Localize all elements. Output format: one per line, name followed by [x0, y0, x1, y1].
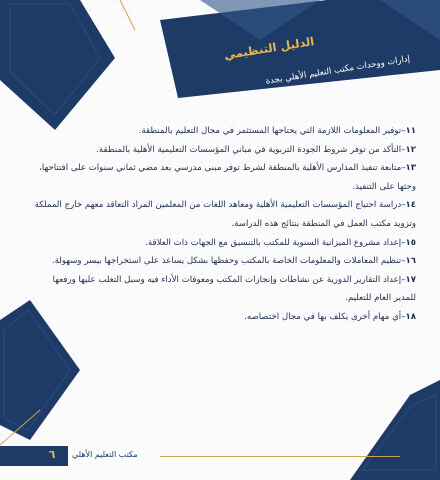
page-number: ٦ [48, 448, 56, 461]
item-number: ١٤ [405, 200, 416, 211]
item-text: –توفير المعلومات اللازمة التي يحتاجها المستثمر في مجال التعليم بالمنطقة. [138, 126, 406, 136]
item-number: ١١ [405, 126, 416, 136]
item-number: ١٣ [405, 163, 416, 174]
item-text: –تنظيم المعاملات والمعلومات الخاصة بالمكتب وحفظها بشكل يساعد على استخراجها بيسر وسهولة. [51, 256, 406, 267]
item-text: –إعداد التقارير الدورية عن نشاطات وإنجازات المكتب ومعوقات الأداء فيه وسبل التغلب عليها ورفعها للمدير العام للتعليم. [52, 274, 416, 304]
list-item [32, 159, 416, 196]
list-item [32, 308, 416, 327]
item-number: ١٥ [405, 237, 416, 248]
list-item [32, 141, 416, 160]
item-text: –التأكد من توفر شروط الجودة التربوية في مباني المؤسسات التعليمية الأهلية بالمنطقة. [96, 144, 406, 155]
footer-divider [160, 456, 400, 457]
page-footer [0, 446, 440, 466]
item-number: ١٨ [405, 311, 416, 322]
tasks-list [32, 122, 416, 327]
header-title: الدليل التنظيمي [222, 34, 316, 63]
item-number: ١٧ [405, 274, 416, 285]
footer-label: مكتب التعليم الأهلي [72, 450, 138, 459]
item-text: –إعداد مشروع الميزانية السنوية للمكتب بالتنسيق مع الجهات ذات العلاقة. [145, 237, 406, 248]
item-text: –متابعة تنفيذ المدارس الأهلية بالمنطقة لشرط توفر مبنى مدرسي بعد مضي ثماني سنوات على افتتاحها، وحثها على التنفيذ. [39, 163, 416, 192]
page-header [222, 14, 422, 86]
list-item [32, 234, 416, 253]
list-item [32, 252, 416, 271]
item-text: –دراسة احتياج المؤسسات التعليمية الأهلية ومعاهد اللغات من المعلمين المراد التعاقد معهم خارج المملكة وتزويد مكتب العمل في المنطقة بنتائج هذه الدراسة. [34, 200, 416, 229]
header-subtitle: إدارات ووحدات مكتب التعليم الأهلي بجدة [265, 54, 411, 87]
list-item [32, 196, 416, 233]
item-text: –أي مهام أخرى يكلف بها في مجال اختصاصه. [244, 311, 406, 322]
item-number: ١٢ [405, 144, 416, 155]
list-item [32, 271, 416, 308]
item-number: ١٦ [405, 256, 416, 267]
list-item [32, 122, 416, 141]
